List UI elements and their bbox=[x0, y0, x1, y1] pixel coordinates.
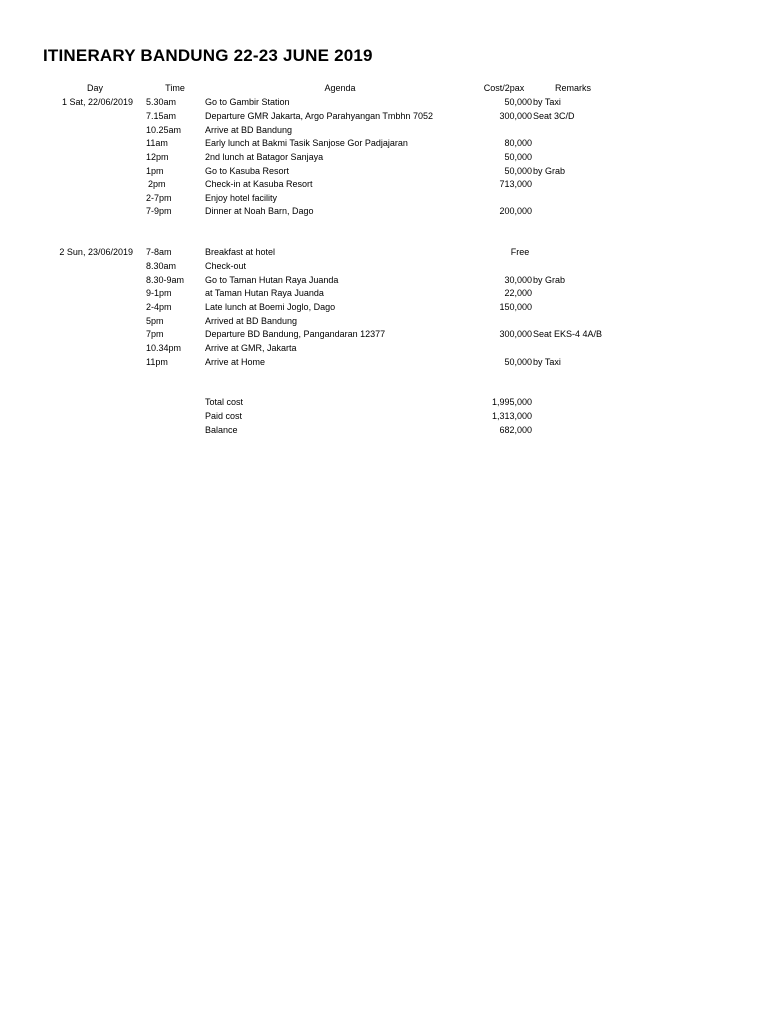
row-cost: 713,000 bbox=[499, 179, 532, 189]
row-time: 7-9pm bbox=[146, 206, 172, 216]
row-remarks bbox=[533, 193, 653, 204]
row-agenda: 2nd lunch at Batagor Sanjaya bbox=[205, 152, 324, 162]
row-agenda: Go to Taman Hutan Raya Juanda bbox=[205, 275, 339, 285]
row-agenda: Departure BD Bandung, Pangandaran 12377 bbox=[205, 329, 386, 339]
row-agenda: Arrive at BD Bandung bbox=[205, 125, 293, 135]
day1-label: 1 Sat, 22/06/2019 bbox=[61, 97, 133, 107]
row-time: 8.30am bbox=[146, 261, 177, 271]
row-agenda: Go to Gambir Station bbox=[205, 97, 290, 107]
row-cost bbox=[440, 125, 532, 136]
paid-cost-label: Paid cost bbox=[205, 411, 243, 421]
balance-label: Balance bbox=[205, 425, 238, 435]
day2-label: 2 Sun, 23/06/2019 bbox=[59, 247, 133, 257]
row-time: 7pm bbox=[146, 329, 164, 339]
header-remarks: Remarks bbox=[554, 83, 591, 93]
row-agenda: Breakfast at hotel bbox=[205, 247, 276, 257]
row-time: 10.34pm bbox=[146, 343, 182, 353]
row-cost: 150,000 bbox=[499, 302, 532, 312]
page-title: ITINERARY BANDUNG 22-23 JUNE 2019 bbox=[43, 46, 373, 65]
row-cost bbox=[440, 193, 532, 204]
row-remarks bbox=[533, 206, 653, 217]
row-cost: 22,000 bbox=[504, 288, 532, 298]
row-cost: 50,000 bbox=[504, 152, 532, 162]
row-remarks bbox=[533, 152, 653, 163]
row-time: 5.30am bbox=[146, 97, 177, 107]
row-agenda: Arrive at GMR, Jakarta bbox=[205, 343, 297, 353]
row-time: 9-1pm bbox=[146, 288, 172, 298]
row-cost: 50,000 bbox=[504, 97, 532, 107]
row-time: 11am bbox=[146, 138, 168, 148]
row-time: 5pm bbox=[146, 316, 164, 326]
row-remarks bbox=[533, 302, 653, 313]
row-agenda: at Taman Hutan Raya Juanda bbox=[205, 288, 324, 298]
row-time: 12pm bbox=[146, 152, 169, 162]
row-remarks bbox=[533, 316, 653, 327]
row-agenda: Arrive at Home bbox=[205, 357, 266, 367]
row-remarks: by Taxi bbox=[533, 357, 561, 367]
row-time: 11pm bbox=[146, 357, 168, 367]
row-agenda: Enjoy hotel facility bbox=[205, 193, 278, 203]
row-agenda: Departure GMR Jakarta, Argo Parahyangan Tmbhn 7052 bbox=[205, 111, 433, 121]
row-time: 8.30-9am bbox=[146, 275, 185, 285]
row-agenda: Arrived at BD Bandung bbox=[205, 316, 298, 326]
header-time: Time bbox=[165, 83, 185, 93]
row-cost bbox=[440, 316, 532, 327]
row-time: 7-8am bbox=[146, 247, 172, 257]
row-cost: 80,000 bbox=[504, 138, 532, 148]
header-day: Day bbox=[86, 83, 103, 93]
row-remarks: by Taxi bbox=[533, 97, 561, 107]
row-remarks bbox=[533, 261, 653, 272]
row-remarks bbox=[533, 125, 653, 136]
row-time: 2pm bbox=[148, 179, 166, 189]
row-cost: 200,000 bbox=[499, 206, 532, 216]
row-time: 2-7pm bbox=[146, 193, 172, 203]
header-cost: Cost/2pax bbox=[483, 83, 525, 93]
row-remarks bbox=[533, 138, 653, 149]
paid-cost-value: 1,313,000 bbox=[491, 411, 532, 421]
row-remarks bbox=[533, 288, 653, 299]
row-agenda: Check-in at Kasuba Resort bbox=[205, 179, 313, 189]
row-remarks bbox=[533, 179, 653, 190]
row-remarks: by Grab bbox=[533, 166, 566, 176]
balance-value: 682,000 bbox=[499, 425, 532, 435]
row-agenda: Early lunch at Bakmi Tasik Sanjose Gor Padjajaran bbox=[205, 138, 408, 148]
row-remarks: by Grab bbox=[533, 275, 566, 285]
row-agenda: Check-out bbox=[205, 261, 247, 271]
row-time: 2-4pm bbox=[146, 302, 172, 312]
row-remarks bbox=[533, 343, 653, 354]
row-time: 1pm bbox=[146, 166, 164, 176]
row-remarks: Seat 3C/D bbox=[533, 111, 575, 121]
row-cost bbox=[440, 343, 532, 354]
row-cost: 50,000 bbox=[504, 357, 532, 367]
row-cost: 50,000 bbox=[504, 166, 532, 176]
row-cost-free: Free bbox=[510, 247, 530, 257]
total-cost-label: Total cost bbox=[205, 397, 244, 407]
row-cost: 300,000 bbox=[499, 329, 532, 339]
row-agenda: Dinner at Noah Barn, Dago bbox=[205, 206, 314, 216]
row-remarks: Seat EKS-4 4A/B bbox=[533, 329, 603, 339]
total-cost-value: 1,995,000 bbox=[491, 397, 532, 407]
row-cost: 300,000 bbox=[499, 111, 532, 121]
row-agenda: Late lunch at Boemi Joglo, Dago bbox=[205, 302, 336, 312]
row-time: 10.25am bbox=[146, 125, 182, 135]
row-time: 7.15am bbox=[146, 111, 177, 121]
row-cost bbox=[440, 261, 532, 272]
row-agenda: Go to Kasuba Resort bbox=[205, 166, 290, 176]
header-agenda: Agenda bbox=[324, 83, 356, 93]
row-cost: 30,000 bbox=[504, 275, 532, 285]
